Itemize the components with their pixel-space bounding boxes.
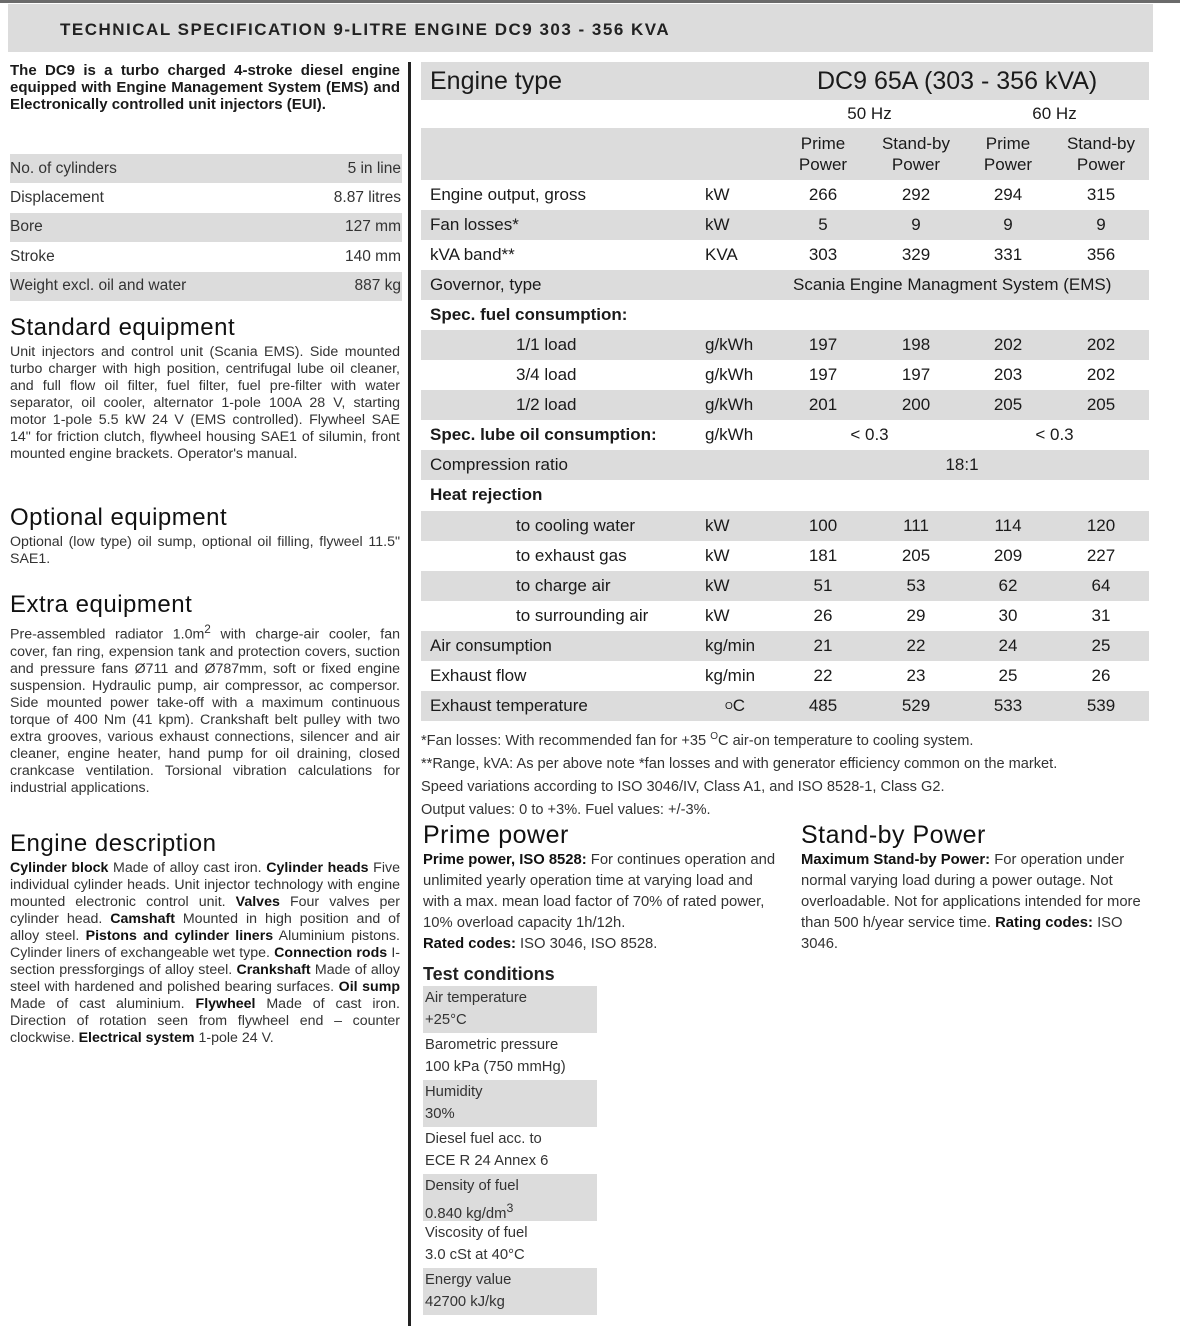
row-unit: kW: [705, 546, 730, 565]
row-label: Exhaust flow: [430, 666, 527, 685]
col-header: Stand-by Power: [1066, 134, 1136, 174]
table-row: [421, 691, 1149, 721]
test-condition-item: Energy value 42700 kJ/kg: [423, 1268, 597, 1315]
spec-row: [10, 213, 402, 242]
intro-text: The DC9 is a turbo charged 4-stroke diesel engine equipped with Engine Management System (EMS) and Electronically controlled unit injectors (EUI).: [10, 62, 400, 113]
table-row: [421, 511, 1149, 541]
standard-equipment-section: [10, 314, 400, 463]
cell-value: 24: [998, 636, 1018, 655]
table-row: [421, 360, 1149, 390]
cell-value: 9: [911, 215, 921, 234]
spec-label: Displacement: [10, 189, 104, 207]
cell-value: 533: [993, 696, 1023, 715]
row-label: 1/1 load: [516, 335, 577, 354]
cell-value: 25: [998, 666, 1018, 685]
engine-description-section: [10, 830, 400, 1047]
row-label: to exhaust gas: [516, 546, 627, 565]
test-condition-item: Barometric pressure 100 kPa (750 mmHg): [425, 1037, 566, 1075]
row-label: Fan losses*: [430, 215, 519, 234]
engine-type-value: DC9 65A (303 - 356 kVA): [817, 66, 1098, 95]
cell-value: 120: [1086, 516, 1116, 535]
cell-value: 22: [813, 666, 833, 685]
cell-value: 64: [1091, 576, 1111, 595]
row-label: Engine output, gross: [430, 185, 586, 204]
table-notes: [421, 725, 1161, 822]
engine-type-row: [421, 62, 1149, 100]
cell-value: 197: [901, 365, 931, 384]
row-label: Air consumption: [430, 636, 552, 655]
column-header-row: [421, 128, 1149, 180]
governor-value: Scania Engine Managment System (EMS): [793, 275, 1112, 294]
table-row: [421, 330, 1149, 360]
table-row: [421, 541, 1149, 571]
cell-value: 227: [1086, 546, 1116, 565]
spec-row: [10, 272, 402, 301]
cell-value: < 0.3: [850, 425, 889, 444]
table-row: [421, 480, 1149, 510]
row-unit: kW: [705, 576, 730, 595]
table-row: [421, 270, 1149, 300]
cell-value: < 0.3: [1035, 425, 1074, 444]
optional-equipment-section: [10, 504, 400, 568]
standby-power-text: Maximum Stand-by Power: For operation under normal varying load during a power outage. Not overloadable. Not for applications intended for more than 500 h/year service time. Rating codes: ISO 3046.: [801, 852, 1141, 952]
spec-value: 5 in line: [347, 159, 401, 177]
engine-description-title: Engine description: [10, 830, 217, 857]
cell-value: 266: [808, 185, 838, 204]
cell-value: 485: [808, 696, 838, 715]
cell-value: 23: [906, 666, 926, 685]
cell-value: 53: [906, 576, 926, 595]
row-unit: O C: [725, 696, 746, 715]
optional-equipment-title: Optional equipment: [10, 504, 228, 531]
cell-value: 26: [1091, 666, 1111, 685]
row-unit: kW: [705, 215, 730, 234]
row-label: Governor, type: [430, 275, 542, 294]
cell-value: 62: [998, 576, 1018, 595]
spec-label: Bore: [10, 218, 43, 236]
extra-equipment-title: Extra equipment: [10, 591, 193, 618]
standard-equipment-title: Standard equipment: [10, 314, 236, 341]
cell-value: 292: [901, 185, 931, 204]
table-row: [421, 450, 1149, 480]
column-divider: [408, 62, 411, 1326]
extra-equipment-text: Pre-assembled radiator $1.0m^2$ with charge-air cooler, fan cover, fan ring, expension tank and protection covers, suction and pressure fans Ø711 and Ø787mm, soft or fixed engine suspension. Hydraulic pump, air compressor, ac compersor. Side mounted power take-off with a maximum continuous torque of 400 Nm (41 kpm). Crankshaft belt pulley with two extra grooves, various exhaust connections, silencer and air cleaner, engine heater, hand pump for oil draining, closed crankcase ventilation. Torsional vibration calculations for industrial applications.: [10, 622, 400, 796]
cell-value: 202: [993, 335, 1023, 354]
prime-power-title: Prime power: [423, 821, 569, 849]
cell-value: 294: [993, 185, 1023, 204]
cell-value: 202: [1086, 365, 1116, 384]
cell-value: 9: [1096, 215, 1106, 234]
standby-power-section: [801, 820, 1161, 955]
prime-power-section: [423, 820, 783, 955]
test-condition-item: Viscosity of fuel 3.0 cSt at 40°C: [425, 1225, 528, 1263]
cell-value: 18:1: [945, 455, 979, 474]
cell-value: 30: [998, 606, 1018, 625]
cell-value: 25: [1091, 636, 1111, 655]
cell-value: 114: [994, 516, 1022, 535]
left-column: [10, 62, 401, 1046]
cell-value: 205: [1086, 395, 1116, 414]
row-unit: kW: [705, 185, 730, 204]
cell-value: 539: [1086, 696, 1116, 715]
cell-value: 29: [906, 606, 926, 625]
test-conditions-title: Test conditions: [423, 964, 555, 984]
spec-row: [10, 183, 402, 212]
cell-value: 202: [1086, 335, 1116, 354]
cell-value: 205: [901, 546, 931, 565]
basic-specs: [10, 154, 402, 301]
row-unit: g/kWh: [705, 395, 754, 414]
spec-row: [10, 242, 402, 271]
cell-value: 198: [901, 335, 931, 354]
col-header: Prime Power: [983, 134, 1033, 174]
row-unit: KVA: [705, 245, 738, 264]
test-condition-item: Air temperature +25°C: [423, 986, 597, 1033]
page-header: [8, 4, 1153, 52]
spec-row: [10, 154, 402, 183]
spec-value: 127 mm: [345, 218, 401, 236]
standby-power-title: Stand-by Power: [801, 821, 986, 849]
row-label: to surrounding air: [516, 606, 649, 625]
row-unit: g/kWh: [705, 425, 754, 444]
cell-value: 356: [1086, 245, 1116, 264]
cell-value: 303: [808, 245, 838, 264]
frequency-row: [421, 100, 1149, 128]
row-label: Compression ratio: [430, 455, 568, 474]
table-row: [421, 601, 1149, 631]
col-header: Stand-by Power: [881, 134, 951, 174]
row-label: kVA band**: [430, 245, 515, 264]
table-row: [421, 631, 1149, 661]
row-unit: g/kWh: [705, 335, 754, 354]
cell-value: 9: [1003, 215, 1013, 234]
table-row: [421, 300, 1149, 330]
spec-value: 8.87 litres: [333, 189, 401, 207]
test-condition-item: Humidity 30%: [423, 1080, 597, 1127]
cell-value: 331: [993, 245, 1023, 264]
cell-value: 205: [993, 395, 1023, 414]
cell-value: 197: [808, 335, 838, 354]
cell-value: 22: [906, 636, 926, 655]
cell-value: 315: [1086, 185, 1116, 204]
row-unit: kg/min: [705, 666, 756, 685]
col-header: Prime Power: [798, 134, 848, 174]
hz60-label: 60 Hz: [1032, 104, 1077, 123]
cell-value: 329: [901, 245, 931, 264]
spec-label: Stroke: [10, 247, 55, 265]
row-unit: g/kWh: [705, 365, 754, 384]
cell-value: 51: [813, 576, 833, 595]
table-row: [421, 420, 1149, 450]
engine-type-label: Engine type: [430, 66, 563, 95]
cell-value: 200: [901, 395, 931, 414]
engine-description-text: Cylinder block Made of alloy cast iron. Cylinder heads Five individual cylinder heads. Unit injector technology with engine mounted electronic control unit. Valves Four valves per cylinder head. Camshaft Mounted in high position and of alloy steel. Pistons and cylinder liners Aluminium pistons. Cylinder liners of exchangeable wet type. Connection rods I-section pressforgings of alloy steel. Crankshaft Made of alloy steel with hardened and polished bearing surfaces. Oil sump Made of cast aluminium. Flywheel Made of cast iron. Direction of rotation seen from flywheel end – counter clockwise. Electrical system 1-pole 24 V.: [10, 860, 400, 1046]
test-condition-item: Density of fuel 0.840 $kg/dm^3$: [423, 1174, 597, 1221]
hz50-label: 50 Hz: [847, 104, 892, 123]
table-row: [421, 661, 1149, 691]
row-label: 1/2 load: [516, 395, 577, 414]
test-condition-item: Diesel fuel acc. to ECE R 24 Annex 6: [425, 1131, 549, 1169]
page-title: TECHNICAL SPECIFICATION 9-LITRE ENGINE DC9 303 - 356 KVA: [60, 20, 671, 39]
optional-equipment-text: Optional (low type) oil sump, optional oil filling, flyweel 11.5" SAE1.: [10, 534, 400, 567]
spec-value: 140 mm: [345, 247, 401, 265]
cell-value: 21: [813, 636, 833, 655]
cell-value: 100: [808, 516, 838, 535]
cell-value: 197: [808, 365, 838, 384]
row-label: Spec. lube oil consumption:: [430, 425, 657, 444]
note-speed: Speed variations according to ISO 3046/IV, Class A1, and ISO 8528-1, Class G2.: [421, 778, 945, 795]
table-row: [421, 180, 1149, 210]
note-output: Output values: 0 to +3%. Fuel values: +/-3%.: [421, 801, 711, 818]
top-bar: [0, 0, 1180, 3]
row-label: Exhaust temperature: [430, 696, 588, 715]
extra-equipment-section: [10, 591, 400, 797]
row-label: 3/4 load: [516, 365, 577, 384]
spec-label: No. of cylinders: [10, 159, 117, 177]
note-fan-losses: *Fan losses: With recommended fan for +35 $^O$C air-on temperature to cooling system.: [421, 731, 974, 749]
cell-value: 209: [993, 546, 1023, 565]
cell-value: 529: [901, 696, 931, 715]
row-unit: kW: [705, 606, 730, 625]
cell-value: 203: [993, 365, 1023, 384]
cell-value: 5: [818, 215, 828, 234]
cell-value: 26: [813, 606, 833, 625]
table-row: [421, 210, 1149, 240]
table-row: [421, 571, 1149, 601]
spec-value: 887 kg: [354, 277, 401, 295]
row-label: to cooling water: [516, 516, 636, 535]
cell-value: 31: [1091, 606, 1111, 625]
test-conditions-section: [423, 962, 598, 1315]
row-unit: kg/min: [705, 636, 756, 655]
prime-power-text: Prime power, ISO 8528: For continues operation and unlimited yearly operation time at varying load and with a max. mean load factor of 70% of rated power, 10% overload capacity 1h/12h. Rated codes: ISO 3046, ISO 8528.: [423, 852, 776, 952]
cell-value: 181: [808, 546, 838, 565]
section-label: Spec. fuel consumption:: [430, 305, 628, 324]
spec-label: Weight excl. oil and water: [10, 277, 187, 295]
row-unit: kW: [705, 516, 730, 535]
table-row: [421, 390, 1149, 420]
cell-value: 111: [903, 516, 929, 535]
note-range: **Range, kVA: As per above note *fan losses and with generator efficiency common on the market.: [421, 755, 1058, 772]
section-label: Heat rejection: [430, 485, 543, 504]
row-label: to charge air: [516, 576, 611, 595]
table-row: [421, 240, 1149, 270]
cell-value: 201: [808, 395, 838, 414]
standard-equipment-text: Unit injectors and control unit (Scania EMS). Side mounted turbo charger with high position, centrifugal lube oil cleaner, and full flow oil filter, fuel filter, fuel pre-filter with water separator, oil cooler, alternator 1-pole 100A 28 V, starting motor 1-pole 5.5 kW 24 V (EMS controlled). Flywheel SAE 14" for friction clutch, flywheel housing SAE1 of silumin, front mounted engine brackets. Operator's manual.: [10, 344, 400, 462]
